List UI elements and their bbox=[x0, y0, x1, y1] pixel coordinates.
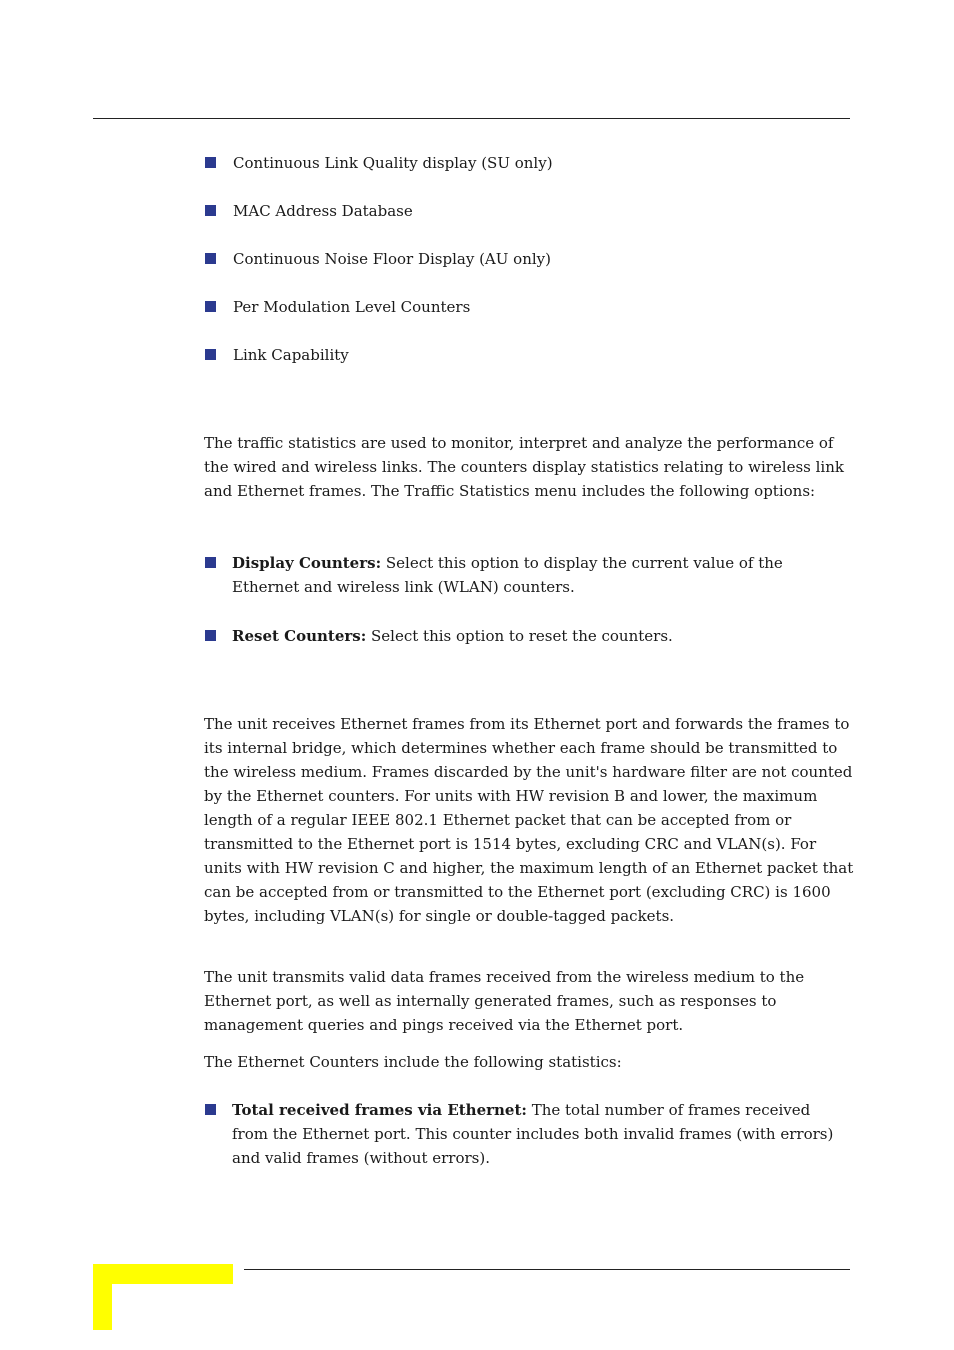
square-bullet-icon bbox=[205, 301, 216, 312]
list-item-text: Link Capability bbox=[233, 346, 349, 364]
square-bullet-icon bbox=[205, 1104, 216, 1115]
list-item bbox=[205, 1098, 850, 1170]
list-item bbox=[205, 247, 850, 271]
list-item-text bbox=[232, 624, 850, 648]
list-item-text bbox=[232, 1098, 850, 1170]
option-term: Display Counters: bbox=[232, 554, 382, 572]
list-item-text: MAC Address Database bbox=[233, 202, 413, 220]
ethernet-paragraph: The unit receives Ethernet frames from its Ethernet port and forwards the frames to its internal bridge, which determines whether each frame should be transmitted to the wireless medium. Frames discarded by the unit's hardware filter are not counted by the Ethernet counters. For units with HW revision B and lower, the maximum length of a regular IEEE 802.1 Ethernet packet that can be accepted from or transmitted to the Ethernet port is 1514 bytes, excluding CRC and VLAN(s). For units with HW revision C and higher, the maximum length of an Ethernet packet that can be accepted from or transmitted to the Ethernet port (excluding CRC) is 1600 bytes, including VLAN(s) for single or double-tagged packets. bbox=[204, 715, 854, 925]
list-item-text: Per Modulation Level Counters bbox=[233, 298, 471, 316]
list-item bbox=[205, 199, 850, 223]
list-item-text bbox=[232, 551, 850, 599]
footer-rule bbox=[244, 1269, 850, 1270]
list-item bbox=[205, 343, 850, 367]
list-item bbox=[205, 624, 850, 648]
footer-corner-mark bbox=[93, 1264, 233, 1284]
option-description: Select this option to display the current value of the Ethernet and wireless link (WLAN) counters. bbox=[232, 554, 783, 596]
list-item-text: Continuous Noise Floor Display (AU only) bbox=[233, 250, 551, 268]
list-item bbox=[205, 151, 850, 175]
square-bullet-icon bbox=[205, 630, 216, 641]
counter-description: The total number of frames received from the Ethernet port. This counter includes both invalid frames (with errors) and valid frames (without errors). bbox=[232, 1101, 834, 1167]
list-item bbox=[205, 551, 850, 599]
option-term: Reset Counters: bbox=[232, 627, 367, 645]
square-bullet-icon bbox=[205, 253, 216, 264]
square-bullet-icon bbox=[205, 349, 216, 360]
square-bullet-icon bbox=[205, 157, 216, 168]
list-item bbox=[205, 295, 850, 319]
header-rule bbox=[93, 118, 850, 119]
counter-term: Total received frames via Ethernet: bbox=[232, 1101, 527, 1119]
option-description: Select this option to reset the counters. bbox=[366, 627, 673, 645]
square-bullet-icon bbox=[205, 205, 216, 216]
traffic-intro-paragraph: The traffic statistics are used to monitor, interpret and analyze the performance of the wired and wireless links. The counters display statistics relating to wireless link and Ethernet frames. The Traffic Statistics menu includes the following options: bbox=[204, 434, 844, 500]
footer-corner-mark bbox=[93, 1264, 112, 1330]
ethernet-paragraph: The Ethernet Counters include the following statistics: bbox=[204, 1053, 622, 1071]
ethernet-paragraph: The unit transmits valid data frames received from the wireless medium to the Ethernet port, as well as internally generated frames, such as responses to management queries and pings received via the Ethernet port. bbox=[204, 968, 805, 1034]
list-item-text: Continuous Link Quality display (SU only) bbox=[233, 154, 553, 172]
square-bullet-icon bbox=[205, 557, 216, 568]
